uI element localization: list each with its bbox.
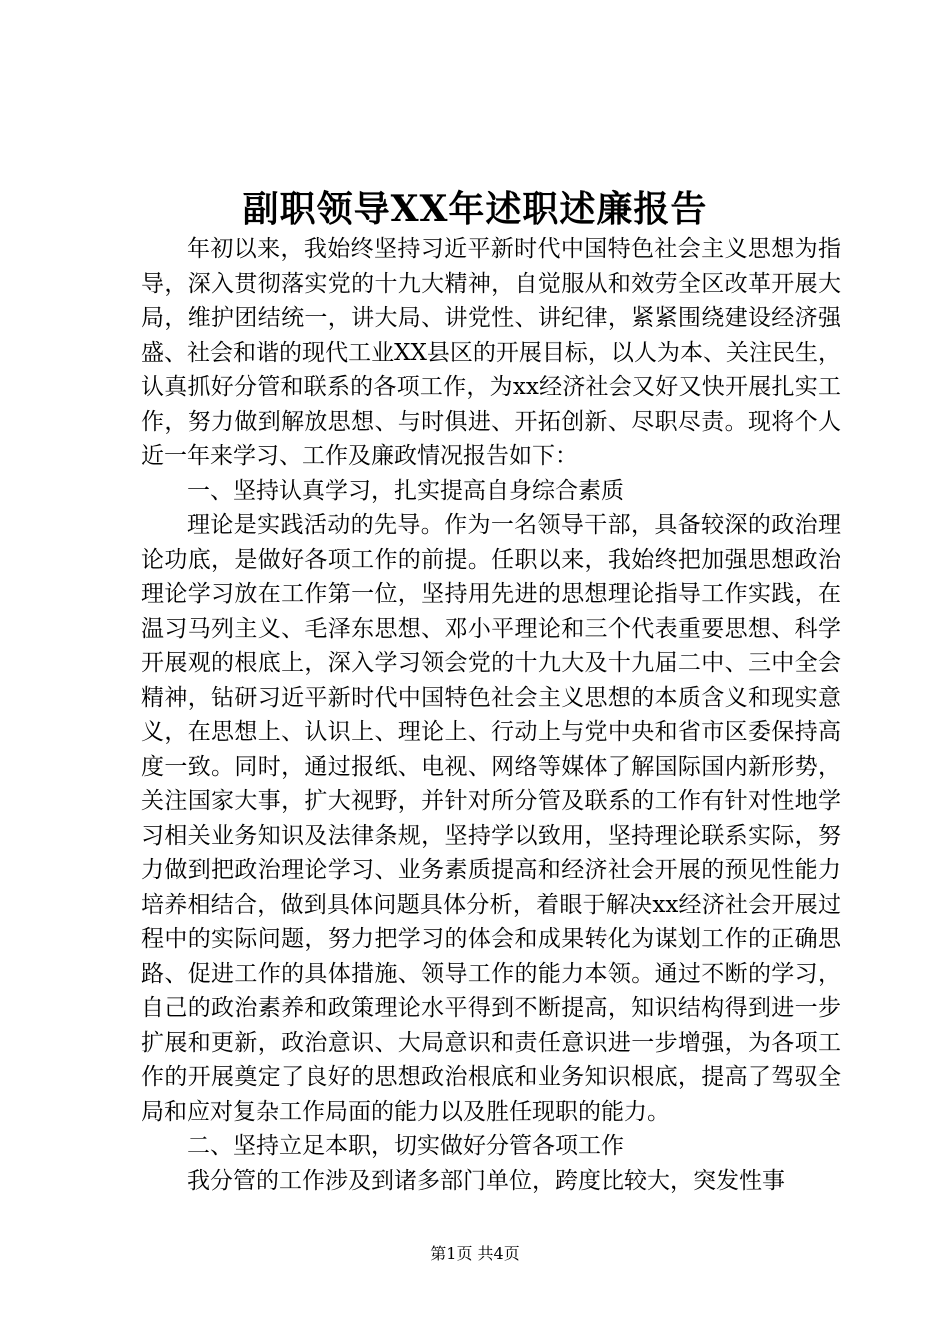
section-1-paragraph: 理论是实践活动的先导。作为一名领导干部，具备较深的政治理论功底，是做好各项工作的前提。任职以来，我始终把加强思想政治理论学习放在工作第一位，坚持用先进的思想理论指导工作实践，在温习马列主义、毛泽东思想、邓小平理论和三个代表重要思想、科学开展观的根底上，深入学习领会党的十九大及十九届二中、三中全会精神，钻研习近平新时代中国特色社会主义思想的本质含义和现实意义，在思想上、认识上、理论上、行动上与党中央和省市区委保持高度一致。同时，通过报纸、电视、网络等媒体了解国际国内新形势，关注国家大事，扩大视野，并针对所分管及联系的工作有针对性地学习相关业务知识及法律条规，坚持学以致用，坚持理论联系实际，努力做到把政治理论学习、业务素质提高和经济社会开展的预见性能力培养相结合，做到具体问题具体分析，着眼于解决xx经济社会开展过程中的实际问题，努力把学习的体会和成果转化为谋划工作的正确思路、促进工作的具体措施、领导工作的能力本领。通过不断的学习，自己的政治素养和政策理论水平得到不断提高，知识结构得到进一步扩展和更新，政治意识、大局意识和责任意识进一步增强，为各项工作的开展奠定了良好的思想政治根底和业务知识根底，提高了驾驭全局和应对复杂工作局面的能力以及胜任现职的能力。 — [141, 512, 841, 1125]
intro-paragraph: 年初以来，我始终坚持习近平新时代中国特色社会主义思想为指导，深入贯彻落实党的十九大精神，自觉服从和效劳全区改革开展大局，维护团结统一，讲大局、讲党性、讲纪律，紧紧围绕建设经济强盛、社会和谐的现代工业XX县区的开展目标，以人为本、关注民生，认真抓好分管和联系的各项工作，为xx经济社会又好又快开展扎实工作，努力做到解放思想、与时俱进、开拓创新、尽职尽责。现将个人近一年来学习、工作及廉政情况报告如下： — [141, 236, 841, 469]
document-title: 副职领导XX年述职述廉报告 — [242, 188, 708, 230]
section-heading-1: 一、坚持认真学习，扎实提高自身综合素质 — [187, 477, 624, 504]
document-body — [141, 232, 841, 1198]
page-footer: 第1页 共4页 — [430, 1244, 520, 1263]
section-heading-2: 二、坚持立足本职，切实做好分管各项工作 — [187, 1133, 624, 1159]
section-2-paragraph: 我分管的工作涉及到诸多部门单位，跨度比较大，突发性事 — [187, 1167, 785, 1194]
